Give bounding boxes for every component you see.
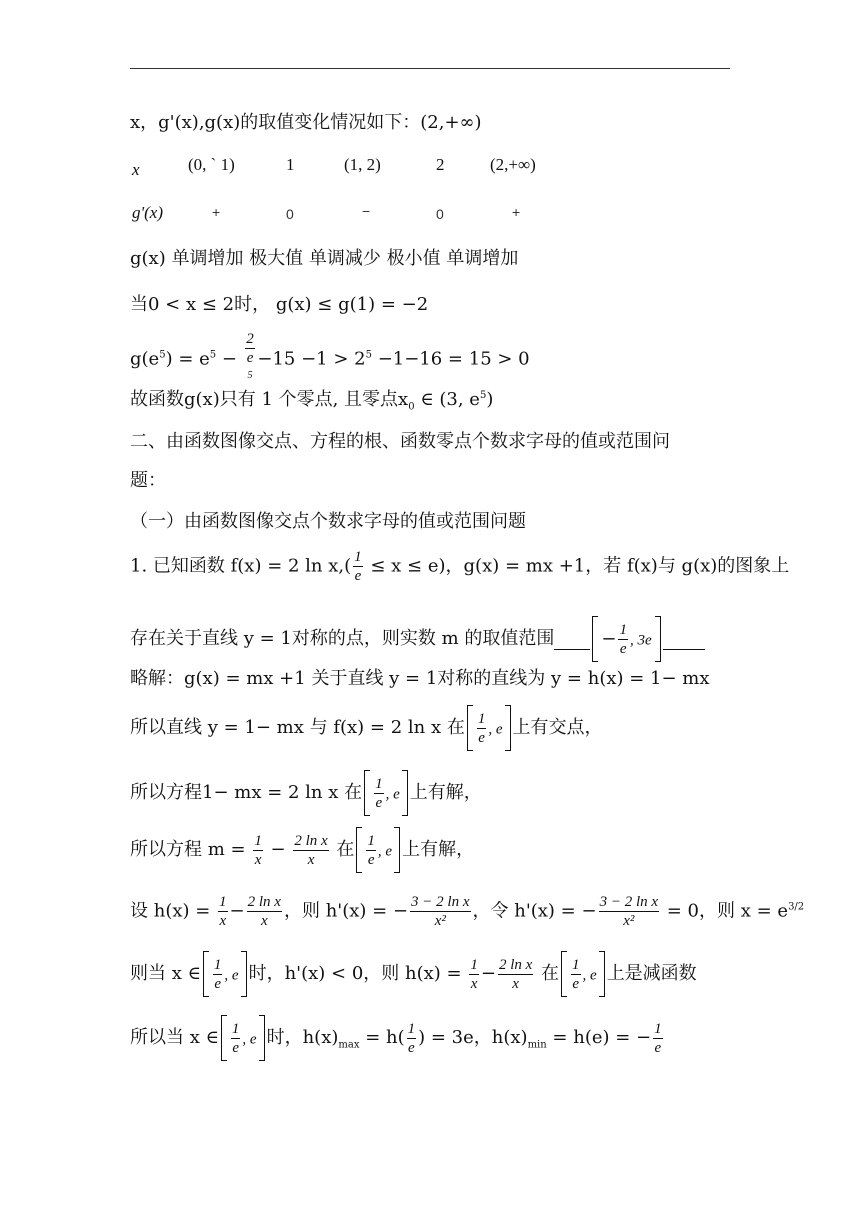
solution-line-5: 设 h(x) = $\frac{1}{x}$ − $\frac{\text{2 ln x}}{x}$ ，则 h'(x) = − $\frac{\text{3 − 2 ln x}}{\text{x²}}$ ，令 h'(x) = − $\frac{\text{3 − 2 ln x}}{\text{x²}}$ = 0，则 $x = e^{3/2}$ bbox=[130, 894, 805, 929]
section-heading-cont: 题： bbox=[130, 470, 166, 491]
subsection-heading: （一）由函数图像交点个数求字母的值或范围问题 bbox=[130, 511, 526, 532]
table-x-cell: (1, 2) bbox=[344, 155, 381, 174]
header-rule bbox=[130, 68, 730, 69]
table-gp-cell: + bbox=[212, 204, 221, 220]
solution-line-2: 所以直线 y = 1− mx 与 f(x) = 2 ln x 在 $\frac{1}{e}$ , e 上有交点， bbox=[130, 705, 603, 751]
solution-line-3: 所以方程1− mx = 2 ln x 在 $\frac{1}{e}$ , e 上有解， bbox=[130, 770, 482, 816]
solution-line-1: 略解：g(x) = mx +1 关于直线 y = 1对称的直线为 y = h(x) = 1− mx bbox=[130, 668, 710, 689]
section-heading: 二、由函数图像交点、方程的根、函数零点个数求字母的值或范围问 bbox=[130, 431, 670, 452]
table-g-row: g(x) 单调增加 极大值 单调减少 极小值 单调增加 bbox=[130, 248, 519, 269]
problem-1-statement: 1. 已知函数 f(x) = 2 ln x,( $\frac{1}{e}$ ≤ x ≤ e)，g(x) = mx +1，若 f(x)与 g(x)的图象上 bbox=[130, 549, 790, 584]
solution-line-6: 则当 x ∈ $\frac{1}{e}$ , e 时，h'(x) < 0，则 h(x) = $\frac{1}{x}$ − $\frac{\text{2 ln x}}{x}$ 在 $\frac{1}{e}$ , e 上是减函数 bbox=[130, 951, 697, 997]
table-x-cell: (2,+∞) bbox=[490, 155, 536, 174]
text-line-2: 当0 < x ≤ 2时， g(x) ≤ g(1) = −2 bbox=[130, 294, 429, 315]
table-x-header: x bbox=[132, 160, 140, 179]
problem-1-statement-cont: 存在关于直线 y = 1对称的点，则实数 m 的取值范围 − $\frac{1}{e}$ , 3e bbox=[130, 616, 705, 662]
table-gp-header: g'(x) bbox=[132, 203, 164, 222]
table-x-cell: (0, ` 1) bbox=[188, 155, 235, 174]
table-gp-cell: + bbox=[512, 204, 521, 220]
table-gp-cell: 0 bbox=[436, 206, 444, 222]
table-gp-cell: 0 bbox=[286, 206, 294, 222]
text-line-1: x，g'(x),g(x)的取值变化情况如下：(2,+∞) bbox=[130, 112, 482, 133]
solution-line-7: 所以当 x ∈ $\frac{1}{e}$ , e 时，$h(x)_{max} = h$( $\frac{1}{e}$ ) = 3e，$h(x)_{min} = h(e)$ = − $\frac{1}{e}$ bbox=[130, 1015, 665, 1061]
text-line-3: $g(e^5) = e^5$ − 2 e $^5$ $-15 -1 > 2^5 -1-16 = 15 > 0$ bbox=[130, 331, 530, 381]
table-gp-cell: − bbox=[362, 203, 371, 219]
table-x-cell: 2 bbox=[436, 155, 445, 174]
table-x-cell: 1 bbox=[286, 155, 295, 174]
text-line-4: 故函数g(x)只有 1 个零点, 且零点$x_0$ ∈ (3, $e^5$) bbox=[130, 389, 494, 413]
solution-line-4: 所以方程 m = $\frac{1}{x}$ − $\frac{\text{2 ln x}}{x}$ 在 $\frac{1}{e}$ , e 上有解， bbox=[130, 827, 474, 873]
